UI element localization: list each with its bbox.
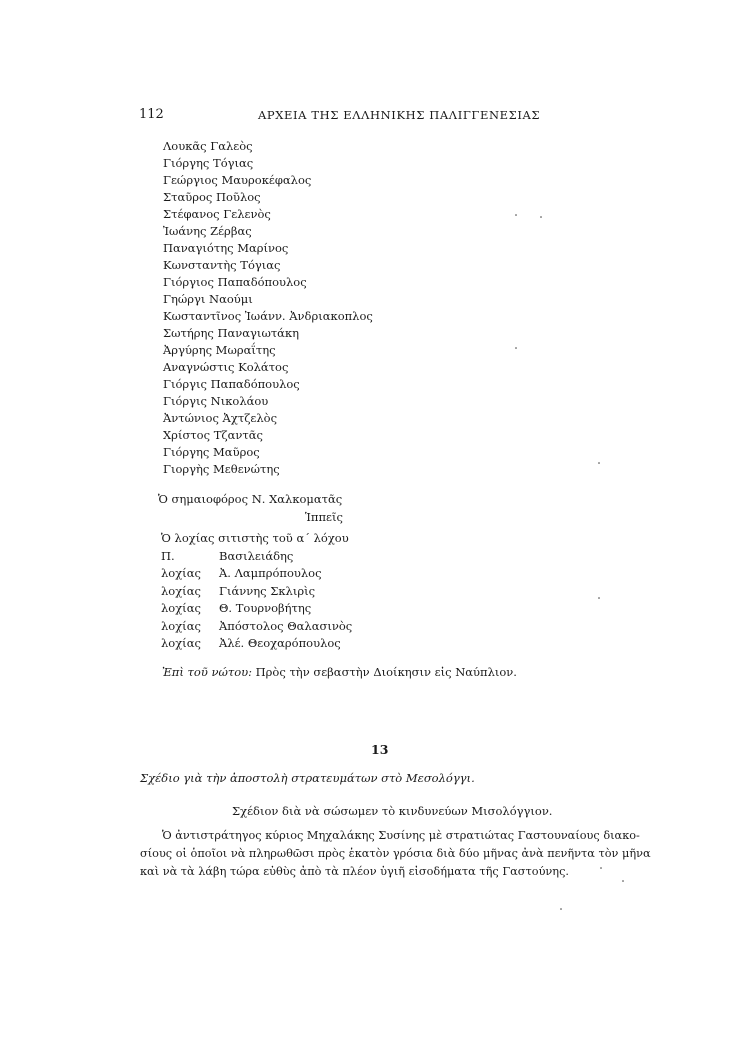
list-item: Σταῦρος Ποῦλος [163, 190, 261, 204]
cavalry-heading: Ἱππεῖς [305, 510, 343, 524]
endorsement-label: Ἐπὶ τοῦ νώτου: [162, 665, 252, 679]
scan-speck [515, 347, 517, 349]
list-item: Γεώργιος Μαυροκέφαλος [163, 173, 312, 187]
list-item: Γιοργὴς Μεθενώτης [163, 462, 280, 476]
scan-speck [600, 867, 602, 869]
body-paragraph [140, 827, 652, 881]
list-item: Γιόργης Μαῦρος [163, 445, 260, 459]
endorsement-note [162, 665, 517, 679]
document-subtitle: Σχέδιον διὰ νὰ σώσωμεν τὸ κινδυνεύων Μισολόγγιον. [232, 804, 553, 818]
running-title: ΑΡΧΕΙΑ ΤΗΣ ΕΛΛΗΝΙΚΗΣ ΠΑΛΙΓΓΕΝΕΣΙΑΣ [258, 108, 541, 122]
scan-speck [515, 214, 517, 216]
names-list [163, 138, 373, 478]
list-item: Λουκᾶς Γαλεὸς [163, 139, 253, 153]
rank-label: Π. [161, 548, 175, 563]
person-name: Βασιλειάδης [219, 548, 294, 563]
list-item [161, 600, 352, 618]
paragraph-line: Ὁ ἀντιστράτηγος κύριος Μηχαλάκης Συσίνης μὲ στρατιώτας Γαστουναίους διακο- [162, 829, 640, 842]
list-item [161, 583, 352, 601]
paragraph-line: σίους οἱ ὁποῖοι νὰ πληρωθῶσι πρὸς ἑκατὸν γρόσια διὰ δύο μῆνας ἀνὰ πενῆντα τὸν μῆνα [140, 847, 651, 860]
list-item: Κωσταντῖνος Ἰωάνν. Ἀνδριακοπλος [163, 309, 373, 323]
list-item: Γιόργις Παπαδόπουλος [163, 377, 300, 391]
document-description: Σχέδιο γιὰ τὴν ἀποστολὴ στρατευμάτων στὸ Μεσολόγγι. [140, 771, 475, 785]
endorsement-text: Πρὸς τὴν σεβαστὴν Διοίκησιν εἰς Ναύπλιον. [255, 665, 517, 679]
rank-label: λοχίας [161, 636, 201, 650]
person-name: Ἀπόστολος Θαλασινὸς [219, 618, 353, 633]
list-item: Κωνσταντὴς Τόγιας [163, 258, 281, 272]
cavalry-list [161, 530, 352, 653]
list-item: Παναγιότης Μαρίνος [163, 241, 289, 255]
person-name: Ἀλέ. Θεοχαρόπουλος [219, 636, 341, 650]
document-number: 13 [371, 742, 389, 757]
rank-label: Ὁ λοχίας σιτιστὴς τοῦ α΄ λόχου [161, 531, 349, 545]
standard-bearer-line: Ὁ σημαιοφόρος Ν. Χαλκοματᾶς [158, 492, 343, 506]
scan-speck [598, 597, 600, 599]
page-number: 112 [139, 107, 164, 122]
rank-label: λοχίας [161, 618, 201, 633]
list-item [161, 618, 352, 636]
person-name: Γιάννης Σκλιρὶς [219, 583, 316, 598]
list-item: Γιόργης Τόγιας [163, 156, 254, 170]
scan-speck [622, 880, 624, 882]
list-item: Ἀντώνιος Ἀχτζελὸς [163, 411, 278, 425]
list-item: Στέφανος Γελενὸς [163, 207, 271, 221]
person-name: Ἀ. Λαμπρόπουλος [219, 566, 322, 580]
list-item: Γηώργι Ναούμι [163, 292, 253, 306]
scan-speck [540, 216, 542, 218]
scan-speck [598, 462, 600, 464]
rank-label: λοχίας [161, 601, 201, 615]
list-item: Ἀργύρης Μωραΐτης [163, 343, 276, 357]
list-item [161, 635, 352, 653]
list-item: Χρίστος Τζαντᾶς [163, 428, 263, 442]
scan-speck [560, 908, 562, 910]
list-item: Ἰωάνης Ζέρβας [163, 224, 252, 238]
list-item [161, 530, 352, 548]
list-item: Σωτήρης Παναγιωτάκη [163, 326, 300, 340]
rank-label: λοχίας [161, 566, 201, 580]
list-item: Γιόργις Νικολάου [163, 394, 269, 408]
list-item: Αναγνώστις Κολάτος [163, 360, 289, 374]
person-name: Θ. Τουρνοβήτης [219, 601, 312, 615]
list-item [161, 548, 352, 566]
paragraph-line: καὶ νὰ τὰ λάβη τώρα εὐθὺς ἀπὸ τὰ πλέον ὑγιῆ εἰσοδήματα τῆς Γαστούνης. [140, 865, 569, 878]
rank-label: λοχίας [161, 583, 201, 598]
list-item [161, 565, 352, 583]
list-item: Γιόργιος Παπαδόπουλος [163, 275, 307, 289]
